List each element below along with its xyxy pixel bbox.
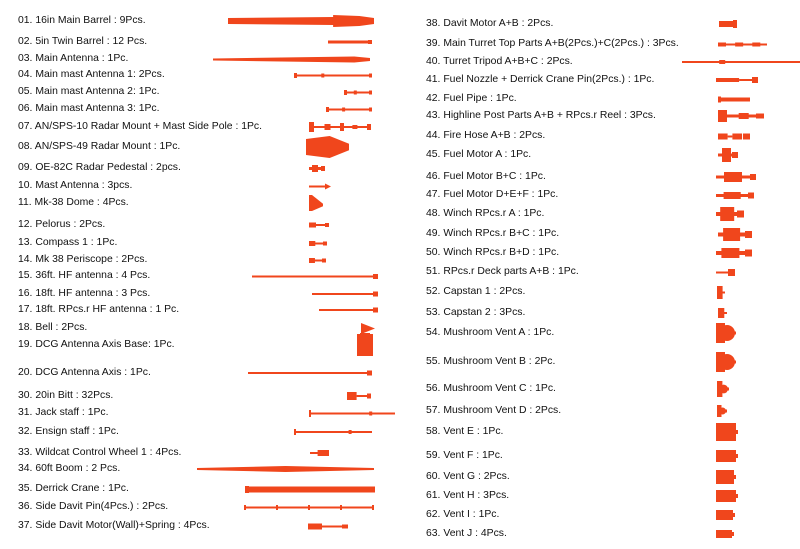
part-row xyxy=(426,148,740,162)
radar-mount-icon xyxy=(309,122,371,136)
mushroom-vent-icon xyxy=(717,405,727,419)
part-row xyxy=(426,170,758,184)
part-row xyxy=(18,287,380,301)
part-row xyxy=(18,446,331,460)
vent-icon xyxy=(716,423,738,437)
part-label: 09. OE-82C Radar Pedestal : 2pcs. xyxy=(18,162,181,173)
part-row xyxy=(426,306,729,320)
radar-mount-large-icon xyxy=(306,136,349,150)
part-label: 13. Compass 1 : 1Pc. xyxy=(18,237,118,248)
part-row xyxy=(426,265,737,279)
part-label: 58. Vent E : 1Pc. xyxy=(426,426,504,437)
part-row xyxy=(18,218,331,232)
part-row xyxy=(426,285,727,299)
part-row xyxy=(18,389,373,403)
part-label: 17. 18ft. RPcs.r HF antenna : 1 Pc. xyxy=(18,304,180,315)
part-label: 51. RPcs.r Deck parts A+B : 1Pc. xyxy=(426,266,579,277)
part-label: 36. Side Davit Pin(4Pcs.) : 2Pcs. xyxy=(18,501,169,512)
motor-block-icon xyxy=(719,20,737,34)
motor-icon xyxy=(308,523,348,537)
winch-icon xyxy=(716,207,744,221)
part-row xyxy=(18,482,377,496)
part-row xyxy=(18,179,333,193)
winch-icon xyxy=(716,248,752,262)
part-label: 02. 5in Twin Barrel : 12 Pcs. xyxy=(18,36,148,47)
part-row xyxy=(426,17,739,31)
mushroom-vent-icon xyxy=(716,352,736,366)
part-row xyxy=(18,35,374,49)
part-label: 32. Ensign staff : 1Pc. xyxy=(18,426,119,437)
part-label: 57. Mushroom Vent D : 2Pcs. xyxy=(426,405,562,416)
part-label: 05. Main mast Antenna 2: 1Pc. xyxy=(18,86,160,97)
pin-rod-icon xyxy=(245,505,373,519)
part-label: 47. Fuel Motor D+E+F : 1Pc. xyxy=(426,189,559,200)
part-row xyxy=(18,85,374,99)
part-label: 12. Pelorus : 2Pcs. xyxy=(18,219,106,230)
bitt-icon xyxy=(347,392,371,406)
part-row xyxy=(426,207,746,221)
part-row xyxy=(426,508,737,522)
nozzle-icon xyxy=(716,77,758,91)
part-label: 53. Capstan 2 : 3Pcs. xyxy=(426,307,526,318)
part-row xyxy=(426,227,754,241)
part-row xyxy=(18,462,376,476)
part-label: 16. 18ft. HF antenna : 3 Pcs. xyxy=(18,288,151,299)
part-label: 55. Mushroom Vent B : 2Pc. xyxy=(426,356,556,367)
vent-icon xyxy=(716,470,736,484)
long-rod-icon xyxy=(252,274,378,288)
crane-icon xyxy=(245,486,375,500)
part-label: 61. Vent H : 3Pcs. xyxy=(426,490,510,501)
part-label: 14. Mk 38 Periscope : 2Pcs. xyxy=(18,254,148,265)
part-row xyxy=(426,37,769,51)
block-icon xyxy=(357,334,373,348)
part-row xyxy=(18,236,329,250)
turret-parts-icon xyxy=(718,42,767,56)
part-row xyxy=(18,406,397,420)
part-row xyxy=(18,269,380,283)
part-label: 48. Winch RPcs.r A : 1Pc. xyxy=(426,208,545,219)
long-rod-icon xyxy=(319,308,378,322)
capstan-icon xyxy=(717,286,725,300)
vent-icon xyxy=(716,490,738,504)
vent-icon xyxy=(716,450,738,464)
part-label: 59. Vent F : 1Pc. xyxy=(426,450,503,461)
part-label: 52. Capstan 1 : 2Pcs. xyxy=(426,286,526,297)
part-label: 63. Vent J : 4Pcs. xyxy=(426,528,507,539)
part-label: 44. Fire Hose A+B : 2Pcs. xyxy=(426,130,546,141)
part-label: 60. Vent G : 2Pcs. xyxy=(426,471,510,482)
part-label: 54. Mushroom Vent A : 1Pc. xyxy=(426,327,555,338)
part-row xyxy=(426,129,752,143)
winch-icon xyxy=(718,228,752,242)
long-rod-icon xyxy=(248,370,372,384)
part-row xyxy=(18,425,374,439)
part-label: 37. Side Davit Motor(Wall)+Spring : 4Pcs. xyxy=(18,520,210,531)
part-row xyxy=(18,14,376,28)
post-parts-icon xyxy=(718,110,764,124)
vent-icon xyxy=(716,530,734,544)
part-label: 11. Mk-38 Dome : 4Pcs. xyxy=(18,197,129,208)
fuel-motor-icon xyxy=(718,148,738,162)
tripod-rod-icon xyxy=(682,60,800,74)
part-row xyxy=(426,449,740,463)
part-label: 46. Fuel Motor B+C : 1Pc. xyxy=(426,171,546,182)
part-row xyxy=(18,161,327,175)
part-row xyxy=(426,382,731,396)
vent-icon xyxy=(716,510,735,524)
part-label: 62. Vent I : 1Pc. xyxy=(426,509,500,520)
part-label: 30. 20in Bitt : 32Pcs. xyxy=(18,390,114,401)
part-label: 34. 60ft Boom : 2 Pcs. xyxy=(18,463,121,474)
part-label: 39. Main Turret Top Parts A+B(2Pcs.)+C(2Pcs.) : 3Pcs. xyxy=(426,38,679,49)
part-row xyxy=(18,519,350,533)
part-label: 15. 36ft. HF antenna : 4 Pcs. xyxy=(18,270,151,281)
part-label: 41. Fuel Nozzle + Derrick Crane Pin(2Pcs.) : 1Pc. xyxy=(426,74,655,85)
part-row xyxy=(18,366,374,380)
part-row xyxy=(18,500,375,514)
fuel-motor-icon xyxy=(716,172,756,186)
dome-icon xyxy=(309,195,323,209)
part-row xyxy=(18,102,374,116)
part-label: 20. DCG Antenna Axis : 1Pc. xyxy=(18,367,151,378)
hose-icon xyxy=(718,132,750,146)
part-row xyxy=(18,52,372,66)
part-label: 10. Mast Antenna : 3pcs. xyxy=(18,180,133,191)
part-label: 56. Mushroom Vent C : 1Pc. xyxy=(426,383,556,394)
part-row xyxy=(18,196,325,210)
part-label: 04. Main mast Antenna 1: 2Pcs. xyxy=(18,69,165,80)
part-label: 49. Winch RPcs.r B+C : 1Pc. xyxy=(426,228,560,239)
part-label: 03. Main Antenna : 1Pc. xyxy=(18,53,129,64)
part-label: 19. DCG Antenna Axis Base: 1Pc. xyxy=(18,339,175,350)
part-label: 33. Wildcat Control Wheel 1 : 4Pcs. xyxy=(18,447,182,458)
part-row xyxy=(426,92,752,106)
part-label: 42. Fuel Pipe : 1Pc. xyxy=(426,93,517,104)
part-row xyxy=(18,303,380,317)
capstan-icon xyxy=(718,308,727,322)
part-row xyxy=(426,404,729,418)
mushroom-vent-icon xyxy=(716,323,736,337)
barrel-icon xyxy=(228,15,374,29)
part-row xyxy=(426,470,738,484)
part-row xyxy=(426,109,766,123)
part-row xyxy=(426,527,736,541)
part-row xyxy=(426,326,738,340)
part-row xyxy=(18,120,373,134)
part-label: 07. AN/SPS-10 Radar Mount + Mast Side Pole : 1Pc. xyxy=(18,121,263,132)
part-row xyxy=(426,188,756,202)
part-label: 38. Davit Motor A+B : 2Pcs. xyxy=(426,18,554,29)
boom-icon xyxy=(197,466,374,480)
part-label: 08. AN/SPS-49 Radar Mount : 1Pc. xyxy=(18,141,181,152)
pedestal-icon xyxy=(309,165,325,179)
part-row xyxy=(18,140,351,154)
part-row xyxy=(18,253,328,267)
antenna-rod-icon xyxy=(326,107,372,121)
part-label: 06. Main mast Antenna 3: 1Pc. xyxy=(18,103,160,114)
fuel-motor-icon xyxy=(716,192,754,206)
part-row xyxy=(18,321,377,335)
small-part-icon xyxy=(309,223,329,237)
part-label: 50. Winch RPcs.r B+D : 1Pc. xyxy=(426,247,560,258)
part-row xyxy=(18,68,374,82)
part-row xyxy=(426,355,738,369)
part-row xyxy=(426,55,800,69)
deck-part-icon xyxy=(716,269,735,283)
staff-icon xyxy=(294,429,372,443)
part-row xyxy=(426,73,760,87)
part-row xyxy=(426,489,740,503)
part-row xyxy=(426,246,754,260)
part-row xyxy=(18,338,375,352)
staff-icon xyxy=(309,410,395,424)
part-row xyxy=(426,425,740,439)
part-label: 01. 16in Main Barrel : 9Pcs. xyxy=(18,15,146,26)
part-label: 43. Highline Post Parts A+B + RPcs.r Reel : 3Pcs. xyxy=(426,110,656,121)
part-label: 31. Jack staff : 1Pc. xyxy=(18,407,109,418)
part-label: 40. Turret Tripod A+B+C : 2Pcs. xyxy=(426,56,573,67)
part-label: 18. Bell : 2Pcs. xyxy=(18,322,88,333)
part-label: 45. Fuel Motor A : 1Pc. xyxy=(426,149,532,160)
mushroom-vent-icon xyxy=(717,381,729,395)
part-label: 35. Derrick Crane : 1Pc. xyxy=(18,483,129,494)
